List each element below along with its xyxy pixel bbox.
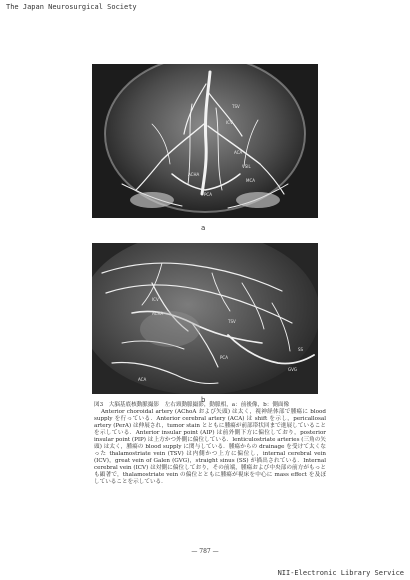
label-a-mca: MCA [246, 178, 255, 183]
label-a-aca: ACA [234, 150, 243, 155]
figure-caption [94, 402, 326, 486]
label-b-acha: ACHA [152, 311, 164, 316]
page-number: — 787 — [191, 548, 219, 555]
label-b-pca: PCA [220, 355, 228, 360]
label-b-gvg: GVG [288, 367, 297, 372]
label-a-acha: ACHA [188, 172, 200, 177]
label-b-aca: ACA [138, 377, 147, 382]
panel-label-a: a [201, 224, 206, 232]
panel-label-b: b [201, 396, 206, 404]
label-b-tsv: TSV [228, 319, 236, 324]
angiogram-figure-a [92, 64, 318, 218]
angiogram-figure-b [92, 243, 318, 394]
caption-body: Anterior choroidal artery (AChoA および矢頭) は太く，視神経体部で腫瘍に blood supply を行っている．Anterior cerebral artery (ACA) は shift を示し，pericallosal artery (PerA) は伸展され，tumor stain とともに腫瘍が前部帯状回まで進展していることを示している．Anterior insular point (AIP) は前外側下方に偏位しており，posterior insular point (PIP) は上方かつ外側に偏位している．lenticulostriate arteries (三角の矢頭) は太く，腫瘍の blood supply に関与している．腫瘍からの drainage を受けて太くなった thalamostriate vein (TSV) は内側かつ上方に偏位し，internal cerebral vein (ICV)，great vein of Galen (GVG)，straight sinus (SS) が描出されている．Internal cerebral vein (ICV) は対側に偏位しており，その前端，腫瘍および中央部の前方がもっとも顕著で，thalamostriate vein の偏位とともに腫瘍が視床を中心に mass effect を及ぼしていることを示している． [94, 409, 326, 485]
label-b-ss: SS [298, 347, 304, 352]
angiogram-a-image [92, 64, 318, 218]
angiogram-b-image [92, 243, 318, 394]
label-a-vsil: VSIL [242, 164, 251, 169]
label-a-icv: ICV [226, 120, 233, 125]
caption-title: 図3 大脳基底核動脈撮影 左右頸動脈撮影，動脈相，a：前後像，b：側面像 [94, 402, 290, 408]
library-footer: NII-Electronic Library Service [277, 569, 404, 577]
label-b-icv: ICV [152, 297, 159, 302]
society-header: The Japan Neurosurgical Society [6, 3, 137, 11]
label-a-tsv: TSV [232, 104, 240, 109]
label-a-pca: PCA [204, 192, 212, 197]
